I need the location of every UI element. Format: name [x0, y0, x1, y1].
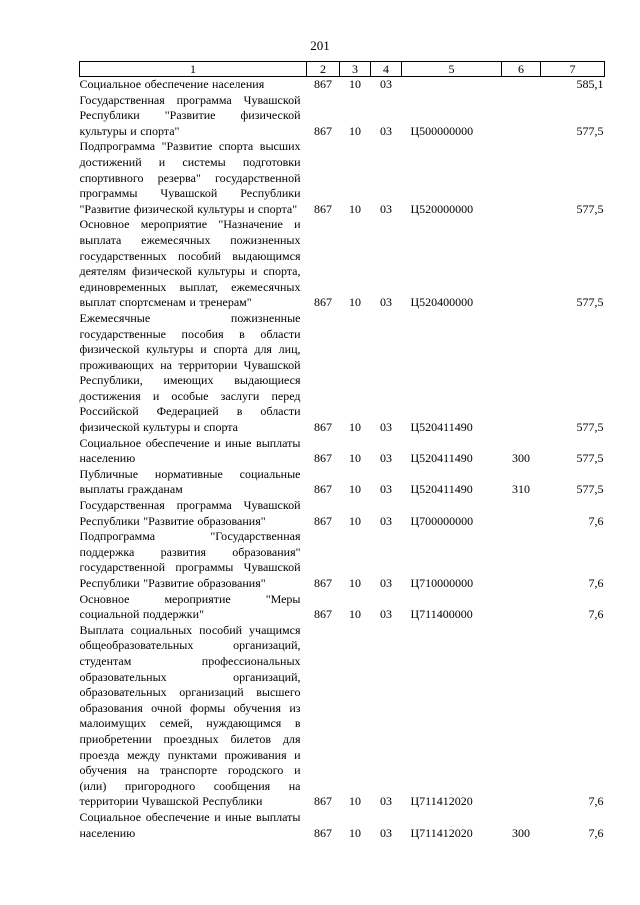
table-row	[80, 623, 605, 810]
row-amount: 577,5	[576, 482, 604, 497]
row-target-article: Ц500000000	[410, 123, 474, 138]
row-expense-type: 300	[512, 825, 530, 840]
row-expense-type	[502, 77, 541, 93]
table-row	[80, 217, 605, 311]
row-section: 10	[349, 513, 361, 528]
table-row	[80, 592, 605, 623]
row-subsection: 03	[380, 295, 392, 310]
row-expense-type	[502, 592, 541, 623]
row-admin-code: 867	[314, 607, 332, 622]
row-name: Основное мероприятие "Назначение и выплата ежемесячных пожизненных государственных пособий выдающимся деятелям физической культуры и спорта, единовременных выплат, ежемесячных выплат спортсменам и тренерам"	[79, 217, 301, 310]
row-target-article: Ц520411490	[410, 420, 473, 435]
row-section: 10	[349, 576, 361, 590]
row-expense-type	[502, 529, 541, 591]
row-expense-type	[502, 623, 541, 810]
table-row	[80, 77, 605, 93]
row-subsection: 03	[380, 420, 392, 435]
header-col-7: 7	[541, 62, 605, 77]
row-subsection: 03	[380, 482, 392, 497]
row-amount: 585,1	[576, 77, 604, 91]
header-row	[80, 62, 605, 77]
row-section: 10	[349, 420, 361, 435]
row-subsection: 03	[380, 451, 392, 466]
row-expense-type	[502, 93, 541, 140]
row-section: 10	[349, 295, 361, 310]
header-col-5: 5	[402, 62, 502, 77]
row-subsection: 03	[380, 513, 392, 528]
row-target-article: Ц700000000	[410, 513, 474, 528]
row-target-article: Ц711412020	[410, 825, 473, 840]
row-admin-code: 867	[314, 513, 332, 528]
table-row	[80, 436, 605, 467]
row-name: Подпрограмма "Развитие спорта высших достижений и системы подготовки спортивного резерва" государственной программы Чувашской Республики "Развитие физической культуры и спорта"	[79, 139, 301, 216]
row-target-article: Ц520000000	[410, 201, 474, 216]
table-row	[80, 467, 605, 498]
row-subsection: 03	[380, 576, 392, 590]
row-amount: 7,6	[588, 825, 604, 840]
row-admin-code: 867	[314, 77, 332, 91]
row-name: Государственная программа Чувашской Республики "Развитие образования"	[79, 498, 301, 528]
row-amount: 7,6	[588, 513, 604, 528]
row-subsection: 03	[380, 201, 392, 216]
row-amount: 577,5	[576, 451, 604, 466]
row-target-article: Ц520400000	[410, 295, 474, 310]
row-admin-code: 867	[314, 482, 332, 497]
row-admin-code: 867	[314, 420, 332, 435]
header-col-1: 1	[80, 62, 307, 77]
row-admin-code: 867	[314, 794, 332, 809]
row-admin-code: 867	[314, 451, 332, 466]
row-subsection: 03	[380, 123, 392, 138]
header-col-4: 4	[371, 62, 402, 77]
row-admin-code: 867	[314, 576, 332, 590]
table-body	[80, 77, 605, 842]
header-col-2: 2	[307, 62, 340, 77]
row-amount: 7,6	[588, 607, 604, 622]
row-section: 10	[349, 77, 361, 91]
table-row	[80, 311, 605, 436]
row-amount: 7,6	[588, 794, 604, 809]
row-name: Ежемесячные пожизненные государственные пособия в области физической культуры и спорта для лиц, проживающих на территории Чувашской Республики, имеющих выдающиеся достижения и особые заслуги перед Российской Федерацией в области физической культуры и спорта	[79, 310, 301, 435]
row-target-article: Ц711412020	[410, 794, 473, 809]
row-target-article: Ц711400000	[410, 607, 473, 622]
row-expense-type	[502, 217, 541, 311]
row-amount: 577,5	[576, 295, 604, 310]
row-section: 10	[349, 201, 361, 216]
row-section: 10	[349, 451, 361, 466]
row-amount: 577,5	[576, 420, 604, 435]
row-target-article: Ц520411490	[410, 451, 473, 466]
row-section: 10	[349, 482, 361, 497]
row-target-article: Ц710000000	[410, 576, 474, 590]
row-amount: 577,5	[576, 123, 604, 138]
budget-table	[79, 61, 605, 841]
row-expense-type: 300	[512, 451, 530, 466]
row-section: 10	[349, 123, 361, 138]
row-name: Социальное обеспечение населения	[79, 77, 265, 91]
table-row	[80, 93, 605, 140]
row-admin-code: 867	[314, 825, 332, 840]
row-subsection: 03	[380, 794, 392, 809]
row-name: Выплата социальных пособий учащимся общеобразовательных организаций, студентам профессиональных образовательных организаций, образовательных организаций высшего образования очной формы обучения из малоимущих семей, нуждающимся в приобретении проездных билетов для проезда между пунктами проживания и обучения на транспорте городского и (или) пригородного сообщения на территории Чувашской Республики	[79, 622, 301, 809]
row-admin-code: 867	[314, 201, 332, 216]
row-admin-code: 867	[314, 295, 332, 310]
row-expense-type	[502, 311, 541, 436]
row-amount: 7,6	[588, 576, 604, 590]
row-name: Подпрограмма "Государственная поддержка развития образования" государственной программы Чувашской Республики "Развитие образования"	[79, 529, 301, 590]
row-name: Социальное обеспечение и иные выплаты населению	[79, 435, 301, 466]
row-section: 10	[349, 607, 361, 622]
table-row	[80, 529, 605, 591]
row-subsection: 03	[380, 77, 392, 91]
row-name: Публичные нормативные социальные выплаты гражданам	[79, 466, 301, 497]
row-name: Основное мероприятие "Меры социальной поддержки"	[79, 591, 301, 622]
row-admin-code: 867	[314, 123, 332, 138]
row-subsection: 03	[380, 825, 392, 840]
table-row	[80, 139, 605, 217]
header-col-3: 3	[340, 62, 371, 77]
table-header	[80, 62, 605, 77]
header-col-6: 6	[502, 62, 541, 77]
row-name: Социальное обеспечение и иные выплаты населению	[79, 809, 301, 840]
row-target-article: Ц520411490	[410, 482, 473, 497]
row-expense-type	[502, 498, 541, 529]
page-number: 201	[310, 38, 330, 53]
row-expense-type: 310	[512, 482, 530, 497]
row-section: 10	[349, 825, 361, 840]
row-amount: 577,5	[576, 201, 604, 216]
row-name: Государственная программа Чувашской Республики "Развитие физической культуры и спорта"	[79, 92, 301, 138]
row-section: 10	[349, 794, 361, 809]
table-row	[80, 498, 605, 529]
row-subsection: 03	[380, 607, 392, 622]
row-target-article	[402, 77, 502, 93]
table-row	[80, 810, 605, 841]
row-expense-type	[502, 139, 541, 217]
